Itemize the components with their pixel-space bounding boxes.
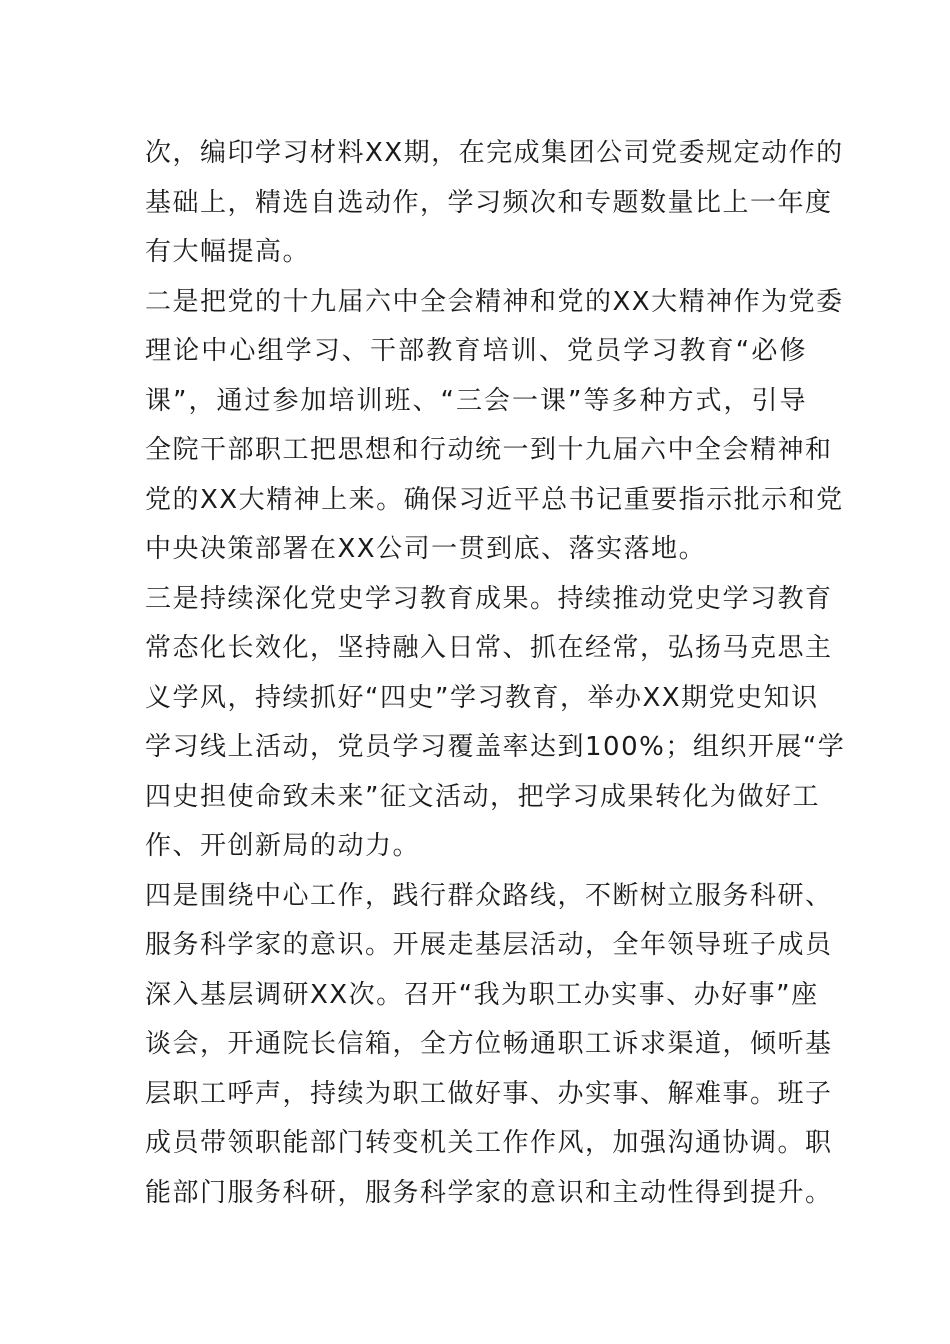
paragraph-4 <box>145 872 833 1219</box>
text-line: 能部门服务科研，服务科学家的意识和主动性得到提升。 <box>145 1177 833 1208</box>
text-line: 二是把党的十九届六中全会精神和党的XX大精神作为党委 <box>145 286 844 317</box>
text-line: 成员带领职能部门转变机关工作作风，加强沟通协调。职 <box>145 1128 833 1158</box>
paragraph-1 <box>145 129 844 278</box>
text-line: 理论中心组学习、干部教育培训、党员学习教育“必修 <box>145 336 807 366</box>
text-line: 党的XX大精神上来。确保习近平总书记重要指示批示和党 <box>145 484 844 515</box>
paragraph-3 <box>145 575 846 872</box>
text-line: 层职工呼声，持续为职工做好事、办实事、解难事。班子 <box>145 1078 833 1109</box>
text-line: 义学风，持续抓好“四史”学习教育，举办XX期党史知识 <box>145 682 819 713</box>
text-line: 作、开创新局的动力。 <box>145 831 421 861</box>
text-line: 三是持续深化党史学习教育成果。持续推动党史学习教育 <box>145 583 833 614</box>
text-line: 课”，通过参加培训班、“三会一课”等多种方式，引导 <box>145 385 807 416</box>
text-line: 深入基层调研XX次。召开“我为职工办实事、办好事”座 <box>145 979 819 1010</box>
text-line: 全院干部职工把思想和行动统一到十九届六中全会精神和 <box>145 435 833 465</box>
text-line: 学习线上活动，党员学习覆盖率达到100%；组织开展“学 <box>145 732 846 762</box>
text-line: 有大幅提高。 <box>145 237 311 267</box>
text-line: 服务科学家的意识。开展走基层活动，全年领导班子成员 <box>145 930 833 960</box>
text-line: 中央决策部署在XX公司一贯到底、落实落地。 <box>145 534 707 564</box>
text-line: 四是围绕中心工作，践行群众路线，不断树立服务科研、 <box>145 880 833 911</box>
text-line: 常态化长效化，坚持融入日常、抓在经常，弘扬马克思主 <box>145 633 833 663</box>
paragraph-2 <box>145 278 844 575</box>
text-line: 次，编印学习材料XX期，在完成集团公司党委规定动作的 <box>145 138 844 168</box>
text-line: 基础上，精选自选动作，学习频次和专题数量比上一年度 <box>145 187 833 218</box>
text-line: 谈会，开通院长信箱，全方位畅通职工诉求渠道，倾听基 <box>145 1029 833 1059</box>
text-line: 四史担使命致未来”征文活动，把学习成果转化为做好工 <box>145 781 820 812</box>
document-body <box>145 129 846 1218</box>
